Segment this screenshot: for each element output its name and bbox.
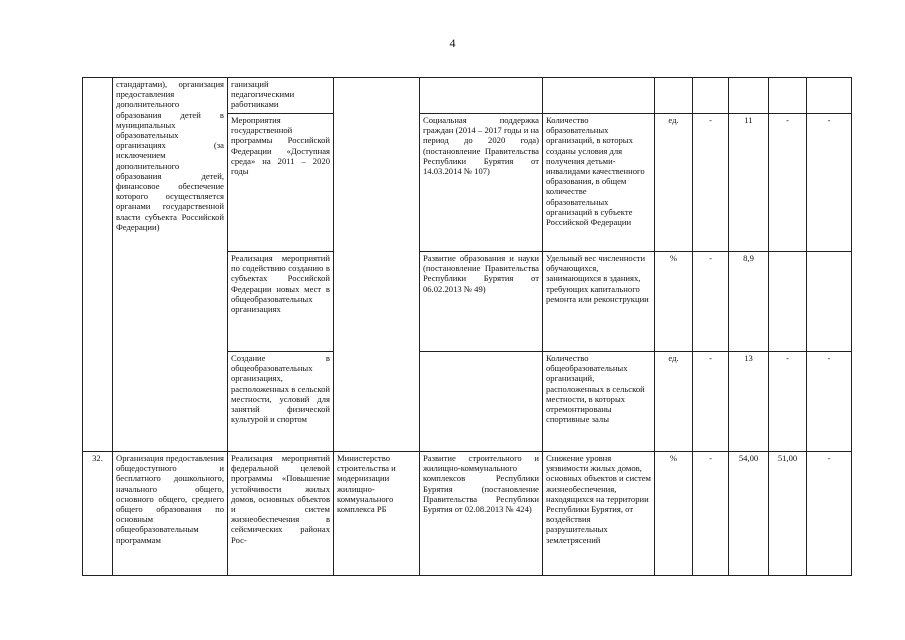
measure-cell: Создание в общеобразовательных организациях, расположенных в сельской местности, условий для занятий физической культурой и спортом xyxy=(228,352,334,452)
activity-cell: Организация предоставления общедоступного и бесплатного дошкольного, начального общего, основного общего, среднего общего образования по основным общеобразовательным программам xyxy=(113,452,228,576)
value-cell: 54,00 xyxy=(729,452,769,576)
indicator-cell: Удельный вес численности обучающихся, занимающихся в зданиях, требующих капитального ремонта или реконструкции xyxy=(543,252,655,352)
program-cell: Социальная поддержка граждан (2014 – 2017 годы и на период до 2020 года) (постановление Правительства Республики Бурятия от 14.03.2014 № 107) xyxy=(420,114,543,252)
unit-cell: % xyxy=(655,452,693,576)
measure-cell: Реализация мероприятий федеральной целевой программы «Повышение устойчивости жилых домов, основных объектов и систем жизнеобеспечения в сейсмических районах Рос- xyxy=(228,452,334,576)
indicator-cell: Количество образовательных организаций, в которых созданы условия для получения детьми-инвалидами качественного образования, в общем количестве образовательных организаций в субъекте Российской Федерации xyxy=(543,114,655,252)
program-cell: Развитие образования и науки (постановление Правительства Республики Бурятия от 06.02.2013 № 49) xyxy=(420,252,543,352)
indicator-cell: Снижение уровня уязвимости жилых домов, основных объектов и систем жизнеобеспечения, находящихся на территории Республики Бурятия, от воздействия разрушительных землетрясений xyxy=(543,452,655,576)
row-number-cell xyxy=(83,78,113,452)
activity-cell: стандартами), организация предоставления дополнительного образования детей в муниципальных образовательных организациях (за исключением дополнительного образования детей, финансовое обеспечение которого осуществляется органами государственной власти субъекта Российской Федерации) xyxy=(113,78,228,452)
value-cell: - xyxy=(693,452,729,576)
value-cell xyxy=(769,252,807,352)
table-row xyxy=(83,452,852,576)
program-cell xyxy=(420,352,543,452)
unit-cell: % xyxy=(655,252,693,352)
page-number: 4 xyxy=(449,36,456,50)
responsible-cell: Министерство строительства и модернизации жилищно-коммунального комплекса РБ xyxy=(334,452,420,576)
value-cell: - xyxy=(807,452,852,576)
measure-cell: Реализация мероприятий по содействию созданию в субъектах Российской Федерации новых мест в общеобразовательных организациях xyxy=(228,252,334,352)
measure-cell: ганизаций педагогическими работниками xyxy=(228,78,334,114)
value-cell: 13 xyxy=(729,352,769,452)
value-cell: - xyxy=(769,352,807,452)
row-number-cell: 32. xyxy=(83,452,113,576)
value-cell: - xyxy=(693,352,729,452)
table-row xyxy=(83,78,852,114)
program-table xyxy=(82,77,852,576)
responsible-cell xyxy=(334,78,420,452)
program-cell xyxy=(420,78,543,114)
value-cell xyxy=(807,252,852,352)
program-cell: Развитие строительного и жилищно-коммунального комплексов Республики Бурятия (постановление Правительства Республики Бурятия от 02.08.2013 № 424) xyxy=(420,452,543,576)
unit-cell: ед. xyxy=(655,352,693,452)
value-cell: - xyxy=(769,114,807,252)
value-cell: - xyxy=(693,114,729,252)
value-cell: 51,00 xyxy=(769,452,807,576)
indicator-cell: Количество общеобразовательных организаций, расположенных в сельской местности, в которых отремонтированы спортивные залы xyxy=(543,352,655,452)
measure-cell: Мероприятия государственной программы Российской Федерации «Доступная среда» на 2011 – 2020 годы xyxy=(228,114,334,252)
indicator-cell xyxy=(543,78,655,114)
value-cell: 11 xyxy=(729,114,769,252)
value-cell: - xyxy=(807,352,852,452)
value-cell: - xyxy=(807,114,852,252)
value-cell: 8,9 xyxy=(729,252,769,352)
unit-cell: ед. xyxy=(655,114,693,252)
value-cell: - xyxy=(693,252,729,352)
